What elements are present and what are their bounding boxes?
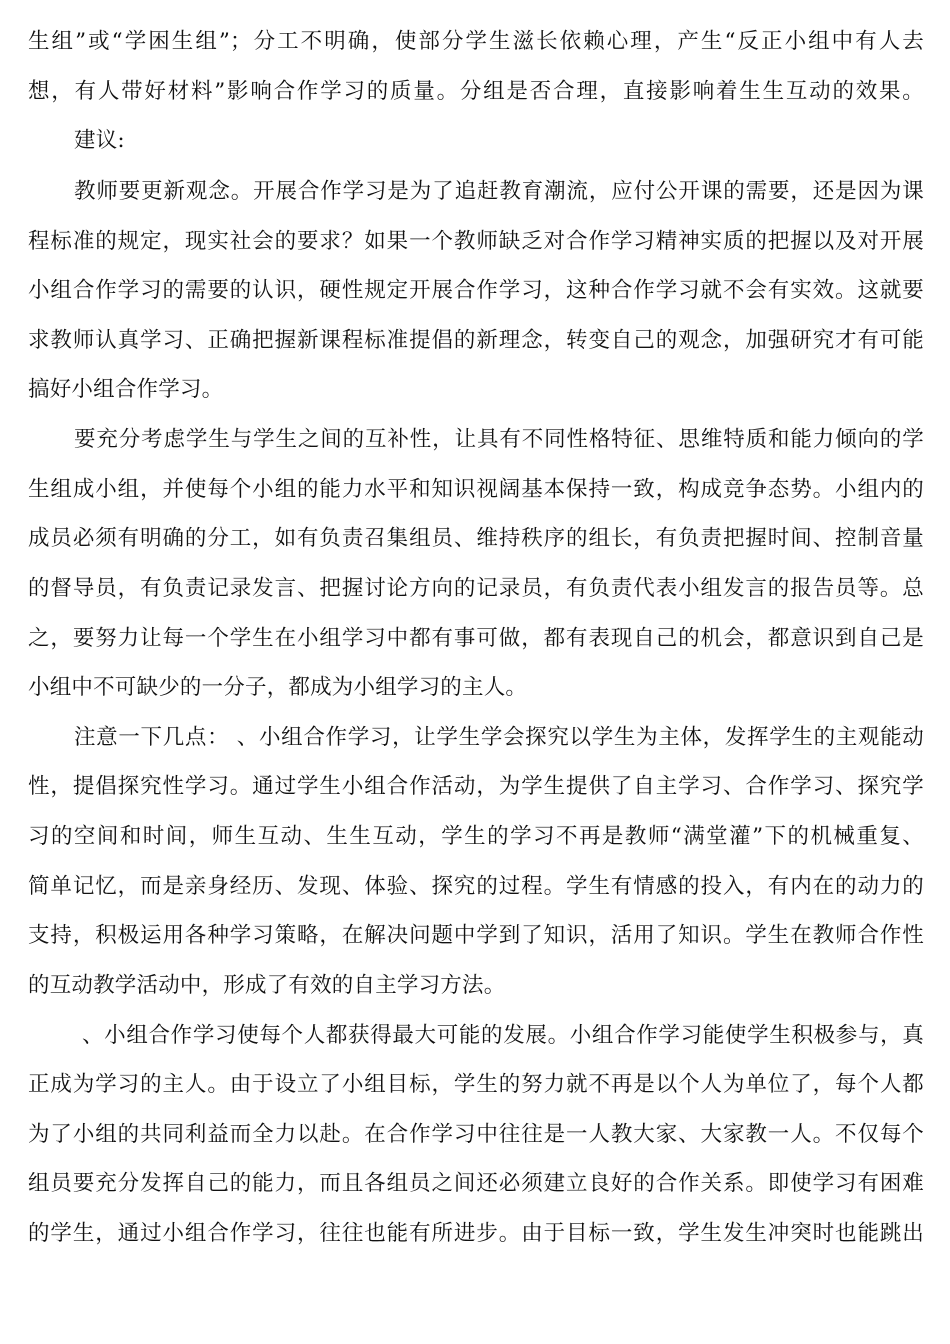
text-line: 要充分考虑学生与学生之间的互补性，让具有不同性格特征、思维特质和能力倾向的学	[74, 427, 924, 452]
text-line: 生组”或“学困生组”；分工不明确，使部分学生滋长依赖心理，产生“反正小组中有人去	[28, 29, 924, 54]
text-line: 注意一下几点： 、小组合作学习，让学生学会探究以学生为主体，发挥学生的主观能动	[74, 725, 924, 750]
text-line: 的督导员，有负责记录发言、把握讨论方向的记录员，有负责代表小组发言的报告员等。总	[28, 576, 924, 601]
section-heading-suggestions: 建议:	[74, 128, 125, 153]
text-line: 小组合作学习的需要的认识，硬性规定开展合作学习，这种合作学习就不会有实效。这就要	[28, 278, 924, 303]
text-line: 求教师认真学习、正确把握新课程标准提倡的新理念，转变自己的观念，加强研究才有可能	[28, 328, 924, 353]
text-line: 教师要更新观念。开展合作学习是为了追赶教育潮流，应付公开课的需要，还是因为课	[74, 179, 924, 204]
text-line: 的学生，通过小组合作学习，往往也能有所进步。由于目标一致，学生发生冲突时也能跳出	[28, 1221, 924, 1246]
text-line: 程标准的规定，现实社会的要求？如果一个教师缺乏对合作学习精神实质的把握以及对开展	[28, 229, 924, 254]
text-line: 想，有人带好材料”影响合作学习的质量。分组是否合理，直接影响着生生互动的效果。	[28, 79, 924, 104]
text-line: 生组成小组，并使每个小组的能力水平和知识视阔基本保持一致，构成竞争态势。小组内的	[28, 477, 924, 502]
text-line: 支持，积极运用各种学习策略，在解决问题中学到了知识，活用了知识。学生在教师合作性	[28, 923, 924, 948]
text-line: 简单记忆，而是亲身经历、发现、体验、探究的过程。学生有情感的投入，有内在的动力的	[28, 874, 924, 899]
text-line: 正成为学习的主人。由于设立了小组目标，学生的努力就不再是以个人为单位了，每个人都	[28, 1072, 924, 1097]
text-line: 习的空间和时间，师生互动、生生互动，学生的学习不再是教师“满堂灌”下的机械重复、	[28, 824, 924, 849]
text-line: 小组中不可缺少的一分子，都成为小组学习的主人。	[28, 675, 528, 700]
text-line: 、小组合作学习使每个人都获得最大可能的发展。小组合作学习能使学生积极参与，真	[82, 1023, 924, 1048]
text-line: 的互动教学活动中，形成了有效的自主学习方法。	[28, 973, 506, 998]
text-line: 性，提倡探究性学习。通过学生小组合作活动，为学生提供了自主学习、合作学习、探究学	[28, 774, 924, 799]
text-line: 组员要充分发挥自己的能力，而且各组员之间还必须建立良好的合作关系。即使学习有困难	[28, 1171, 924, 1196]
text-line: 为了小组的共同利益而全力以赴。在合作学习中往往是一人教大家、大家教一人。不仅每个	[28, 1122, 924, 1147]
text-line: 之，要努力让每一个学生在小组学习中都有事可做，都有表现自己的机会，都意识到自己是	[28, 626, 924, 651]
text-line: 搞好小组合作学习。	[28, 377, 224, 402]
text-line: 成员必须有明确的分工，如有负责召集组员、维持秩序的组长，有负责把握时间、控制音量	[28, 526, 924, 551]
